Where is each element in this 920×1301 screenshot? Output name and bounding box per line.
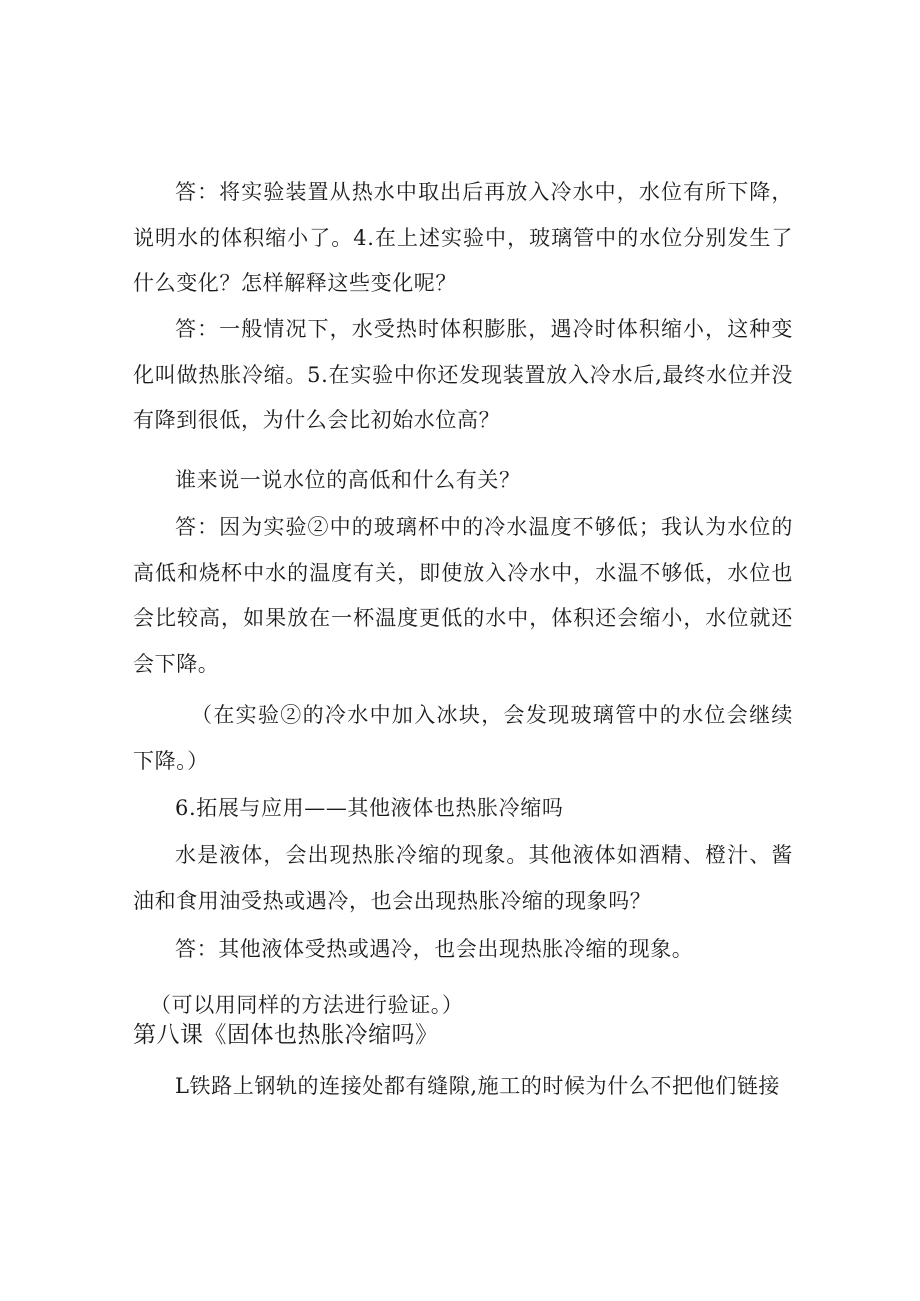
paragraph-answer-6: 答：其他液体受热或遇冷，也会出现热胀冷缩的现象。: [175, 937, 694, 961]
paragraph-answer-3: 答：将实验装置从热水中取出后再放入冷水中，水位有所下降，说明水的体积缩小了。4.在上述实验中，玻璃管中的水位分别发生了什么变化？怎样解释这些变化呢？: [133, 180, 793, 295]
section-title-extension: 6.拓展与应用——其他液体也热胀冷缩吗: [175, 796, 564, 820]
paragraph-question-water-level: 谁来说一说水位的高低和什么有关？: [175, 468, 521, 492]
lesson-heading: 第八课《固体也热胀冷缩吗》: [133, 1022, 439, 1048]
paragraph-other-liquids: 水是液体，会出现热胀冷缩的现象。其他液体如酒精、橙汁、酱油和食用油受热或遇冷，也会出现热胀冷缩的现象吗？: [133, 843, 793, 913]
paragraph-ice-note: （在实验②的冷水中加入冰块，会发现玻璃管中的水位会继续下降。）: [133, 703, 793, 773]
paragraph-answer-4: 答：一般情况下，水受热时体积膨胀，遇冷时体积缩小，这种变化叫做热胀冷缩。5.在实验中你还发现装置放入冷水后,最终水位并没有降到很低，为什么会比初始水位高？: [133, 317, 793, 432]
paragraph-answer-5: 答：因为实验②中的玻璃杯中的冷水温度不够低；我认为水位的高低和烧杯中水的温度有关，即使放入冷水中，水温不够低，水位也会比较高，如果放在一杯温度更低的水中，体积还会缩小，水位就还会下降。: [133, 515, 793, 676]
paragraph-verify-note: （可以用同样的方法进行验证。）: [150, 993, 464, 1017]
paragraph-rail-question: L铁路上钢轨的连接处都有缝隙,施工的时候为什么不把他们链接: [175, 1074, 781, 1098]
